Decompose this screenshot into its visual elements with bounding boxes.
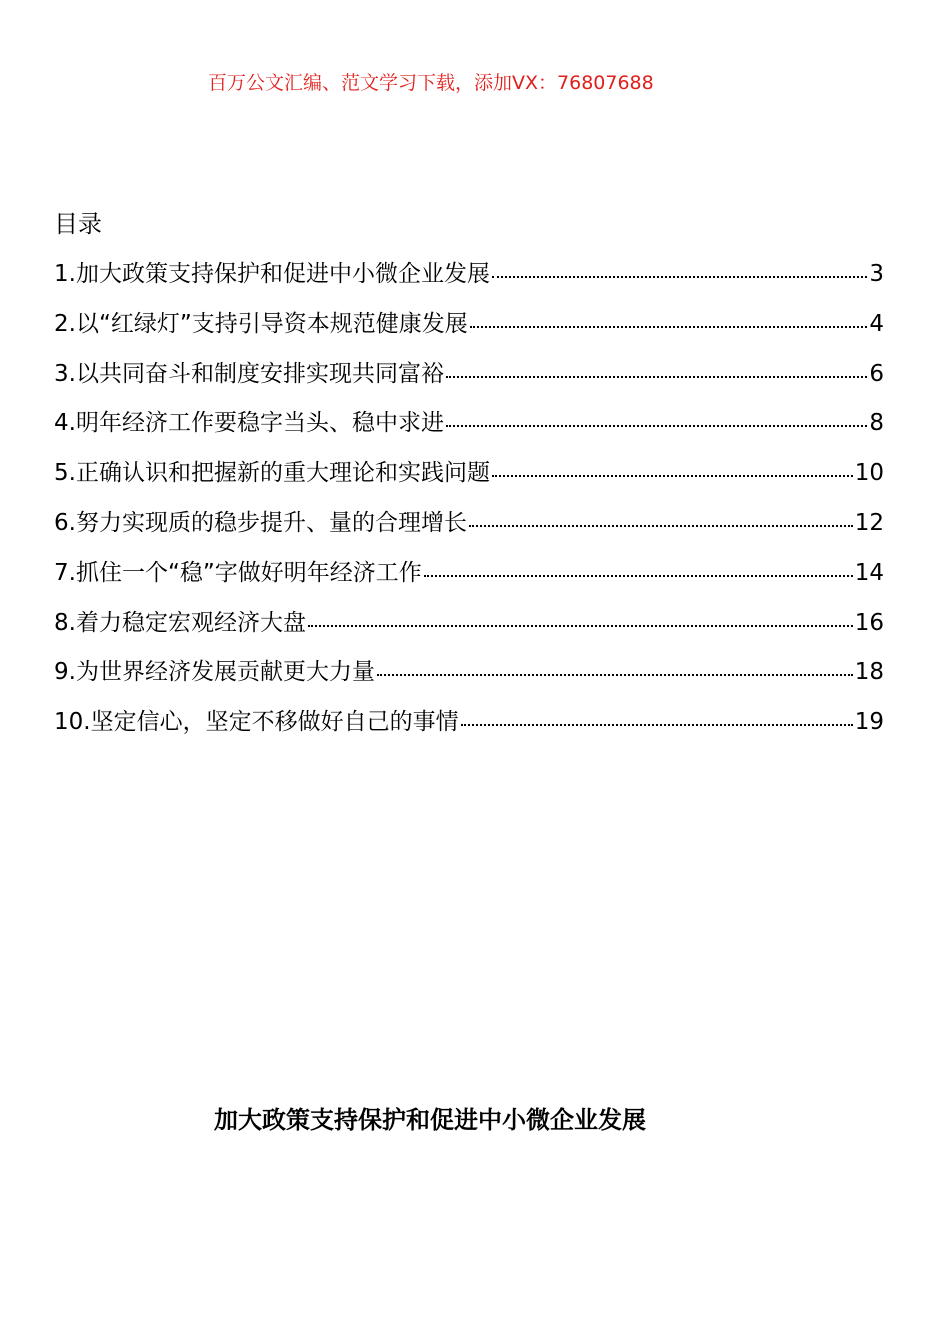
toc-item-6[interactable] bbox=[54, 504, 884, 554]
toc-dot-leader bbox=[446, 407, 867, 430]
toc-item-page: 3 bbox=[869, 261, 884, 287]
toc-item-7[interactable] bbox=[54, 554, 884, 604]
header-contact-note: 百万公文汇编、范文学习下载，添加VX：76807688 bbox=[208, 72, 654, 94]
toc-item-label: 9.为世界经济发展贡献更大力量 bbox=[54, 659, 375, 686]
toc-item-label: 8.着力稳定宏观经济大盘 bbox=[54, 609, 306, 636]
toc-item-9[interactable] bbox=[54, 653, 884, 703]
toc-item-1[interactable] bbox=[54, 255, 884, 305]
toc-item-page: 6 bbox=[869, 360, 884, 387]
toc-item-label: 4.明年经济工作要稳字当头、稳中求进 bbox=[54, 410, 444, 437]
toc-dot-leader bbox=[377, 656, 853, 679]
toc-item-page: 14 bbox=[854, 559, 884, 586]
toc-item-10[interactable] bbox=[54, 703, 884, 753]
toc-item-label: 1.加大政策支持保护和促进中小微企业发展 bbox=[54, 261, 490, 287]
toc-item-page: 10 bbox=[854, 460, 884, 487]
toc-item-4[interactable] bbox=[54, 404, 884, 454]
toc-item-page: 18 bbox=[854, 659, 884, 686]
toc-item-label: 5.正确认识和把握新的重大理论和实践问题 bbox=[54, 460, 490, 487]
toc-item-label: 2.以“红绿灯”支持引导资本规范健康发展 bbox=[54, 310, 468, 337]
toc-dot-leader bbox=[469, 507, 853, 530]
toc-item-label: 3.以共同奋斗和制度安排实现共同富裕 bbox=[54, 360, 444, 387]
toc-item-label: 6.努力实现质的稳步提升、量的合理增长 bbox=[54, 509, 467, 536]
toc-dot-leader bbox=[492, 258, 867, 281]
toc-item-page: 8 bbox=[869, 410, 884, 437]
toc-item-2[interactable] bbox=[54, 305, 884, 355]
toc-item-page: 16 bbox=[854, 609, 884, 636]
toc-item-8[interactable] bbox=[54, 604, 884, 654]
toc-dot-leader bbox=[308, 607, 853, 630]
toc-item-label: 7.抓住一个“稳”字做好明年经济工作 bbox=[54, 559, 422, 586]
toc-item-page: 12 bbox=[854, 509, 884, 536]
table-of-contents bbox=[54, 255, 884, 753]
toc-item-page: 4 bbox=[869, 310, 884, 337]
toc-item-3[interactable] bbox=[54, 355, 884, 405]
toc-item-label: 10.坚定信心，坚定不移做好自己的事情 bbox=[54, 709, 459, 736]
section-heading: 加大政策支持保护和促进中小微企业发展 bbox=[214, 1106, 646, 1134]
toc-dot-leader bbox=[446, 358, 867, 381]
toc-dot-leader bbox=[424, 557, 853, 580]
toc-dot-leader bbox=[470, 308, 868, 331]
toc-dot-leader bbox=[492, 457, 853, 480]
toc-title: 目录 bbox=[54, 210, 102, 238]
toc-item-page: 19 bbox=[854, 709, 884, 736]
toc-dot-leader bbox=[461, 706, 853, 729]
toc-item-5[interactable] bbox=[54, 454, 884, 504]
